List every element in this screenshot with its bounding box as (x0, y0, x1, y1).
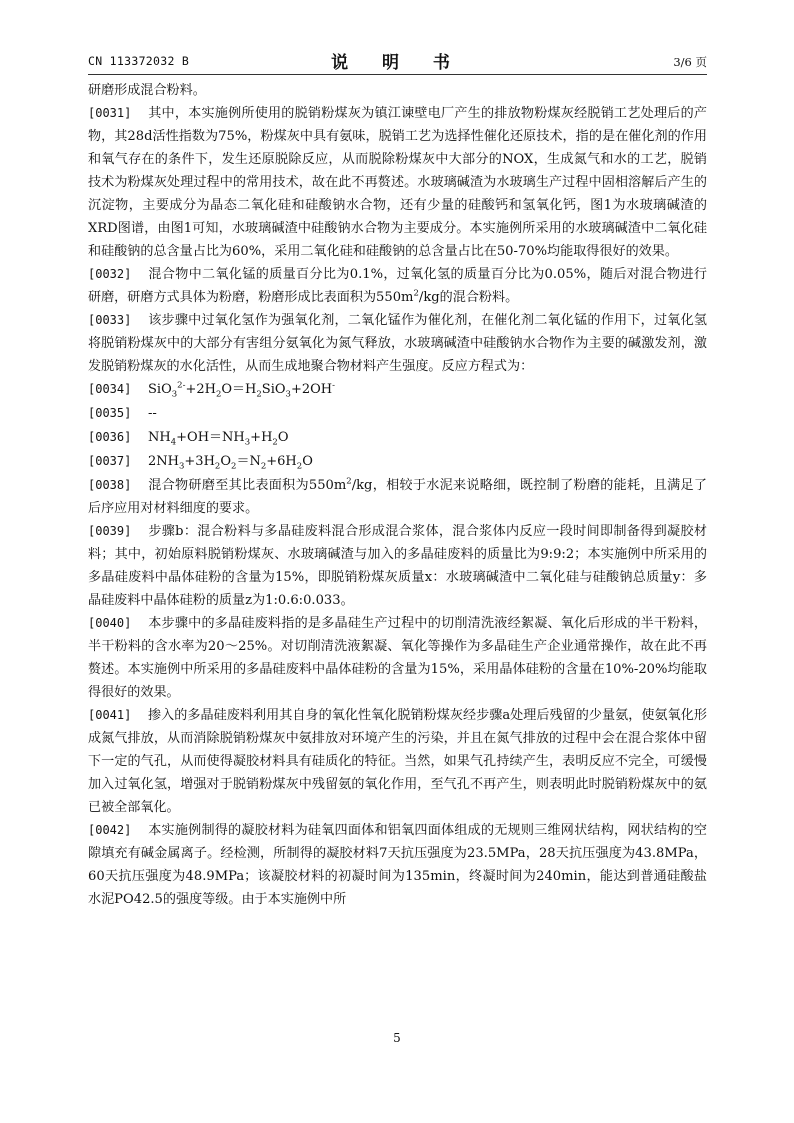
paragraph-text: 其中，本实施例所使用的脱销粉煤灰为镇江谏壁电厂产生的排放物粉煤灰经脱销工艺处理后的产物，其28d活性指数为75%，粉煤灰中具有氨味，脱销工艺为选择性催化还原技术，指的是在催化剂的作用和氧气存在的条件下，发生还原脱除反应，从而脱除粉煤灰中大部分的NOX，生成氮气和水的工艺，脱销技术为粉煤灰处理过程中的常用技术，故在此不再赘述。水玻璃碱渣为水玻璃生产过程中固相溶解后产生的沉淀物，主要成分为晶态二氧化硅和硅酸钠水合物，还有少量的硅酸钙和氢氧化钙，图1为水玻璃碱渣的XRD图谱，由图1可知，水玻璃碱渣中硅酸钠水合物为主要成分。本实施例所采用的水玻璃碱渣中二氧化硅和硅酸钠的总含量占比为60%，采用二氧化硅和硅酸钠的总含量占比在50-70%均能取得很好的效果。 (88, 106, 707, 259)
paragraph-number: [0033] (88, 313, 132, 327)
paragraph-0040 (88, 612, 707, 704)
paragraph-number: [0032] (88, 267, 132, 281)
paragraph-0038 (88, 474, 707, 520)
document-title: 说 明 书 (331, 53, 464, 73)
paragraph-0035 (88, 402, 707, 426)
paragraph-0037 (88, 450, 707, 474)
paragraph-text: -- (148, 406, 157, 421)
equation-ammonium: $NH_4+OH=NH_3+H_2O$ (148, 430, 289, 448)
paragraph-0036 (88, 426, 707, 450)
paragraph-0034 (88, 378, 707, 402)
paragraph-number: [0039] (88, 524, 132, 538)
paragraph-continuation (88, 79, 707, 102)
superscript: 2 (346, 476, 352, 487)
paragraph-number: [0038] (88, 478, 132, 492)
paragraph-text: /kg的混合粉料。 (418, 290, 519, 305)
paragraph-number: [0040] (88, 616, 132, 630)
paragraph-0039 (88, 520, 707, 612)
paragraph-text: 研磨形成混合粉料。 (88, 83, 206, 98)
paragraph-0042 (88, 819, 707, 911)
header-rule (88, 74, 707, 75)
superscript: 2 (413, 288, 419, 299)
paragraph-number: [0031] (88, 106, 132, 120)
paragraph-number: [0036] (88, 430, 132, 444)
paragraph-number: [0037] (88, 454, 132, 468)
paragraph-text: 步骤b：混合粉料与多晶硅废料混合形成混合浆体，混合浆体内反应一段时间即制备得到凝胶材料；其中，初始原料脱销粉煤灰、水玻璃碱渣与加入的多晶硅废料的质量比为9:9:2；本实施例中所采用的多晶硅废料中晶体硅粉的含量为15%，即脱销粉煤灰质量x：水玻璃碱渣中二氧化硅与硅酸钠总质量y：多晶硅废料中晶体硅粉的质量z为1:0.6:0.033。 (88, 524, 707, 608)
patent-number: CN 113372032 B (88, 54, 190, 68)
paragraph-text: 本实施例制得的凝胶材料为硅氧四面体和铝氧四面体组成的无规则三维网状结构，网状结构的空隙填充有碱金属离子。经检测，所制得的凝胶材料7天抗压强度为23.5MPa，28天抗压强度为43.8MPa，60天抗压强度为48.9MPa；该凝胶材料的初凝时间为135min，终凝时间为240min，能达到普通硅酸盐水泥PO42.5的强度等级。由于本实施例中所 (88, 823, 707, 907)
paragraph-text: 掺入的多晶硅废料利用其自身的氧化性氧化脱销粉煤灰经步骤a处理后残留的少量氨，使氨氧化形成氮气排放，从而消除脱销粉煤灰中氨排放对环境产生的污染，并且在氮气排放的过程中会在混合浆体中留下一定的气孔，从而使得凝胶材料具有硅质化的特征。当然，如果气孔持续产生，表明反应不完全，可缓慢加入过氧化氢，增强对于脱销粉煤灰中残留氨的氧化作用，至气孔不再产生，则表明此时脱销粉煤灰中的氨已被全部氧化。 (88, 708, 707, 815)
paragraph-text: 本步骤中的多晶硅废料指的是多晶硅生产过程中的切削清洗液经絮凝、氧化后形成的半干粉料，半干粉料的含水率为20～25%。对切削清洗液絮凝、氧化等操作为多晶硅生产企业通常操作，故在此不再赘述。本实施例中所采用的多晶硅废料中晶体硅粉的含量为15%，采用晶体硅粉的含量在10%-20%均能取得很好的效果。 (88, 616, 707, 700)
equation-ammonia-oxidation: $2NH_3+3H_2O_2=N_2+6H_2O$ (148, 454, 313, 472)
paragraph-text: 混合物研磨至其比表面积为550m (148, 478, 347, 493)
document-body (88, 79, 707, 911)
paragraph-0041 (88, 704, 707, 819)
equation-silicate: $SiO_3^{2-}+2H_2O=H_2SiO_3+2OH^-$ (148, 380, 335, 400)
paragraph-text: /kg，相较于水泥来说略细，既控制了粉磨的能耗，且满足了后序应用对材料细度的要求。 (88, 478, 707, 516)
paragraph-number: [0042] (88, 823, 132, 837)
page-number: 5 (393, 1031, 401, 1045)
paragraph-0033 (88, 309, 707, 378)
paragraph-number: [0035] (88, 406, 132, 420)
paragraph-text: 该步骤中过氧化氢作为强氧化剂，二氧化锰作为催化剂，在催化剂二氧化锰的作用下，过氧化氢将脱销粉煤灰中的大部分有害组分氨氧化为氮气释放，水玻璃碱渣中硅酸钠水合物作为主要的碱激发剂，激发脱销粉煤灰的水化活性，从而生成地聚合物材料产生强度。反应方程式为： (88, 313, 707, 374)
page-indicator: 3/6 页 (673, 55, 707, 69)
paragraph-text: 混合物中二氧化锰的质量百分比为0.1%，过氧化氢的质量百分比为0.05%，随后对混合物进行研磨，研磨方式具体为粉磨，粉磨形成比表面积为550m (88, 267, 707, 305)
paragraph-0032 (88, 263, 707, 309)
paragraph-number: [0034] (88, 382, 132, 396)
paragraph-0031 (88, 102, 707, 263)
paragraph-number: [0041] (88, 708, 132, 722)
page-header (88, 48, 707, 74)
